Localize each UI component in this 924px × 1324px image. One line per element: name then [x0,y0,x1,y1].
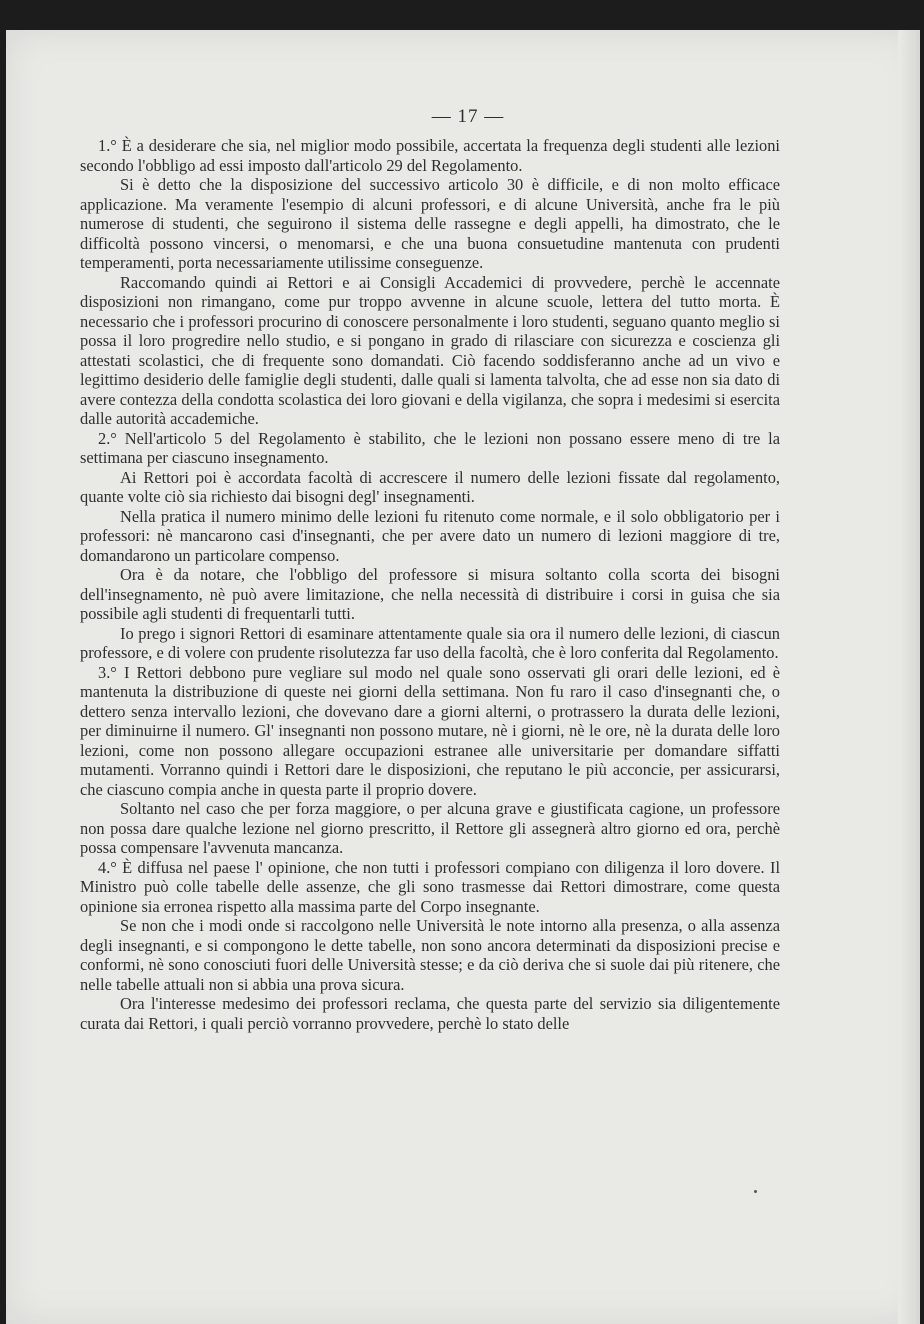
paragraph-2: Si è detto che la disposizione del successivo articolo 30 è difficile, e di non molto efficace applicazione. Ma veramente l'esempio di alcuni professori, e di alcune Università, anche fra le più numerose di studenti, che seguirono il sistema delle rassegne e degli appelli, ha dimostrato, che le difficoltà possono vincersi, o menomarsi, e che una buona consuetudine mantenuta con prudenti temperamenti, porta necessariamente utilissime conseguenze. [80,175,780,272]
paragraph-5: Ai Rettori poi è accordata facoltà di accrescere il numero delle lezioni fissate dal regolamento, quante volte ciò sia richiesto dai bisogni degl' insegnamenti. [80,467,780,506]
paragraph-12: Se non che i modi onde si raccolgono nelle Università le note intorno alla presenza, o alla assenza degli insegnanti, e si compongono le dette tabelle, non sono ancora determinati da disposizioni precise e conformi, nè sono conosciuti fuori delle Università stesse; e da ciò deriva che si suole dai più ritenere, che nelle tabelle attuali non si abbia una prova sicura. [80,916,780,994]
paragraph-9: 3.° I Rettori debbono pure vegliare sul modo nel quale sono osservati gli orari delle lezioni, ed è mantenuta la distribuzione di queste nei giorni della settimana. Non fu raro il caso d'insegnanti che, o dettero senza intervallo lezioni, che dovevano dare a giorni alterni, o protrassero la durata delle lezioni, per diminuirne il numero. Gl' insegnanti non possono mutare, nè i giorni, nè le ore, nè la durata delle loro lezioni, come non possono allegare occupazioni estranee alle universitarie per domandare siffatti mutamenti. Vorranno quindi i Rettori dare le disposizioni, che reputano le più acconcie, per assicurarsi, che ciascuno compia anche in questa parte il proprio dovere. [80,662,780,799]
body-text [80,136,780,1033]
page-edge-shadow [898,30,920,1324]
paragraph-3: Raccomando quindi ai Rettori e ai Consigli Accademici di provvedere, perchè le accennate disposizioni non rimangano, come pur troppo avvenne in alcune scuole, lettera del tutto morta. È necessario che i professori procurino di conoscere personalmente i loro studenti, seguano quanto meglio si possa il loro progredire nello studio, e si pongano in grado di rilasciare con sicurezza e coscienza gli attestati scolastici, che di frequente sono domandati. Ciò facendo soddisferanno anche ad un vivo e legittimo desiderio delle famiglie degli studenti, dalle quali si lamenta talvolta, che ad esse non sia dato di avere contezza della condotta scolastica dei loro giovani e della vigilanza, che sopra i medesimi si esercita dalle autorità accademiche. [80,272,780,428]
paragraph-4: 2.° Nell'articolo 5 del Regolamento è stabilito, che le lezioni non possano essere meno di tre la settimana per ciascuno insegnamento. [80,428,780,467]
paragraph-10: Soltanto nel caso che per forza maggiore, o per alcuna grave e giustificata cagione, un professore non possa dare qualche lezione nel giorno prescritto, il Rettore gli assegnerà altro giorno ed ora, perchè possa compensare l'avvenuta mancanza. [80,799,780,857]
scan-speck [754,1190,757,1193]
page-number: — 17 — [431,106,505,127]
paragraph-8: Io prego i signori Rettori di esaminare attentamente quale sia ora il numero delle lezioni, di ciascun professore, e di volere con prudente risolutezza far uso della facoltà, che è loro conferita dal Regolamento. [80,623,780,662]
paragraph-11: 4.° È diffusa nel paese l' opinione, che non tutti i professori compiano con diligenza il loro dovere. Il Ministro può colle tabelle delle assenze, che gli sono trasmesse dai Rettori dimostrare, come questa opinione sia erronea rispetto alla massima parte del Corpo insegnante. [80,857,780,916]
paragraph-13: Ora l'interesse medesimo dei professori reclama, che questa parte del servizio sia diligentemente curata dai Rettori, i quali perciò vorranno provvedere, perchè lo stato delle [80,994,780,1033]
paragraph-7: Ora è da notare, che l'obbligo del professore si misura soltanto colla scorta dei bisogni dell'insegnamento, nè può avere limitazione, che nella necessità di distribuire i corsi in guisa che sia possibile agli studenti di frequentarli tutti. [80,565,780,623]
document-page [6,30,920,1324]
paragraph-1: 1.° È a desiderare che sia, nel miglior modo possibile, accertata la frequenza degli studenti alle lezioni secondo l'obbligo ad essi imposto dall'articolo 29 del Regolamento. [80,136,780,175]
paragraph-6: Nella pratica il numero minimo delle lezioni fu ritenuto come normale, e il solo obbligatorio per i professori: nè mancarono casi d'insegnanti, che per avere dato un numero di lezioni maggiore di tre, domandarono un particolare compenso. [80,506,780,565]
